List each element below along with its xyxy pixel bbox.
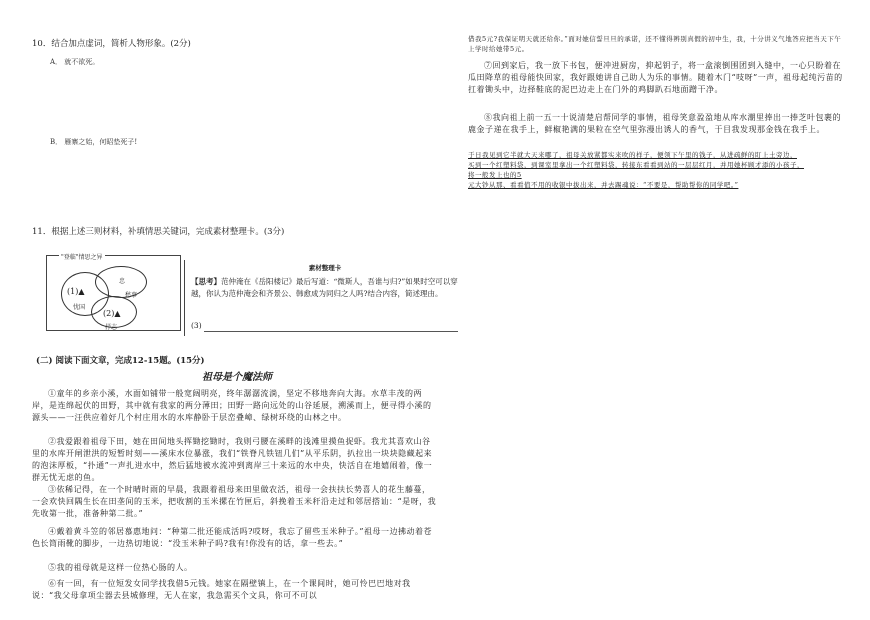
paragraph-6: ⑥有一回，有一位短发女同学找我借5元钱。她家在隔壁镇上，在一个课间时，她可怜巴巴地对我说：“我父母拿项尘器去县城修理，无人在家，我急需买个文具，你可不可以 bbox=[32, 579, 411, 600]
card-body bbox=[191, 276, 461, 300]
underlined-line-2: 买到一个红塑料袋，到课室里拿出一个红塑料袋，转接东看看到站的一层层红月，并用她杯顾才添的小孩子， bbox=[468, 161, 804, 169]
paragraph-4: ④戴着黄斗笠的邻居慕惠地问：“种第二批还能成活吗?哎呀，我忘了留些玉米种子。”祖母一边拂动着苍色长筒雨靴的脚步，一边热切地说：“没玉米种子吗?我有!你没有的话，拿一些去。” bbox=[32, 527, 432, 548]
paragraph-7: ⑦回到家后，我一放下书包，便冲进厨房，抑起钥子，将一盒滚倒围团到入缝中，一心只盼着在瓜田降草的祖母能快回家，我好跟她讲自己助人为乐的事情。随着木门“吱呀”一声，祖母起纯污苗的扛着锄头中，边择鞋底的泥巴边走上在门外的鸡脚趴石地面蹭干净。 bbox=[468, 61, 843, 94]
diagram-label-shuzhi: 抒志 bbox=[105, 324, 118, 331]
paragraph-5: ⑤我的祖母就是这样一位热心肠的人。 bbox=[48, 563, 193, 572]
paragraph-6-cont: 借我5元?我保证明天就还给你。”面对她信誓旦旦的承诺，还不懂得辨别真假的初中生，我，十分讲义气地答应把当天下午上学时给她带5元。 bbox=[468, 35, 842, 53]
question-11-stem: 11．根据上述三则材料，补填情思关键词，完成素材整理卡。(3分) bbox=[32, 227, 285, 237]
paragraph-2: ②我爱跟着祖母下田，她在田间地头挥锄挖锄时，我则弓腰在溪畔的浅滩里摸鱼捉虾。我尤其喜欢山谷里的水库开闸泄洪的短暂时刻——溪床水位暴涨，我们“铁脊凡铁钮几们”从平乐阴，扒拉出一块块隐藏起来的泡沫厚板，“扑通”一声扎进水中，然后猛地被水流冲到离岸三十来远的水中央，快活自在地嬉闹着，像一群无忧无虑的鱼。 bbox=[32, 437, 433, 482]
underlined-line-4: 元大钞从那、看看值不用的收银中拔出来，并去踢魂说：“不要是，帮助帮你的同学吧。” bbox=[468, 181, 739, 189]
card-body-prefix: 【思考】 bbox=[191, 277, 221, 286]
diagram-label-chou: 愁事 bbox=[125, 292, 138, 299]
card-title: 素材整理卡 bbox=[308, 264, 342, 272]
diagram-blank-2: (2)▲ bbox=[103, 309, 121, 318]
emotion-diagram bbox=[46, 255, 181, 331]
question-10-option-b: B． 雁寨之始，何昭垫死子! bbox=[50, 138, 138, 146]
section-2-heading: (二) 阅读下面文章，完成12-15题。(15分) bbox=[36, 356, 205, 366]
diagram-blank-1: (1)▲ bbox=[67, 287, 85, 296]
question-10-option-a: A． 就不欲死。 bbox=[50, 58, 100, 66]
paragraph-1: ①童年的乡亲小溪，水面如铺带一般宽阔明亮，终年潺潺流淌，坚定不移地奔向大海。水草丰茂的两岸，是连绵起伏的田野，其中就有我家的两分薄田；田野一路向远处的山谷延展，溯溪而上，便寻得小溪的源头——一汪供应着好几个村庄用水的水库静卧于层峦叠嶂、绿树环绕的山林之中。 bbox=[32, 389, 432, 422]
diagram-label-youguo: 忧国 bbox=[73, 304, 86, 311]
card-body-text: 范仲淹在《岳阳楼记》最后写道：“微斯人，吾谁与归?”如果时空可以穿越，你认为范仲淹会和齐景公、韩愈成为同归之人吗?结合内容，简述理由。 bbox=[191, 277, 458, 298]
underlined-line-3: 将一般发上也的5 bbox=[468, 171, 522, 179]
article-title: 祖母是个魔法师 bbox=[202, 372, 272, 383]
material-card bbox=[184, 260, 465, 336]
diagram-header: "登临"情思之异 bbox=[59, 252, 105, 264]
paragraph-3: ③依稀记得，在一个时晴时雨的早晨，我跟着祖母来田里做农活，祖母一会扶扶长势喜人的花生藤蔓，一会欢快回隅生长在田垄间的玉米，把收割的玉米摞在竹匣后，斜挽着玉米秆沿走过和邻居搭讪：“是呀，我先收第一批，准备种第二批。” bbox=[32, 485, 437, 518]
question-10-stem: 10．结合加点虚词，简析人物形象。(2分) bbox=[32, 39, 191, 49]
card-answer-line[interactable] bbox=[204, 322, 458, 332]
diagram-label-zhong: 忠 bbox=[119, 278, 126, 285]
underlined-line-1: 于日我见到它半就大天来哪了，祖母关放紧都实来吹的样子，便领下午里的钱子，从进疏鲜的盯上土旁边， bbox=[468, 151, 797, 159]
paragraph-8: ⑧我向祖上前一五一十说清楚启帮同学的事情，祖母笑意盈盈地从库水潮里捧出一捧芝叶包裹的鹿金子递在我手上，鲜椒艳满的果粒在空气里弥漫出诱人的香气，于目我发现那金钱在我手上。 bbox=[468, 113, 841, 134]
card-answer bbox=[191, 320, 458, 332]
card-answer-label: (3) bbox=[191, 321, 202, 330]
